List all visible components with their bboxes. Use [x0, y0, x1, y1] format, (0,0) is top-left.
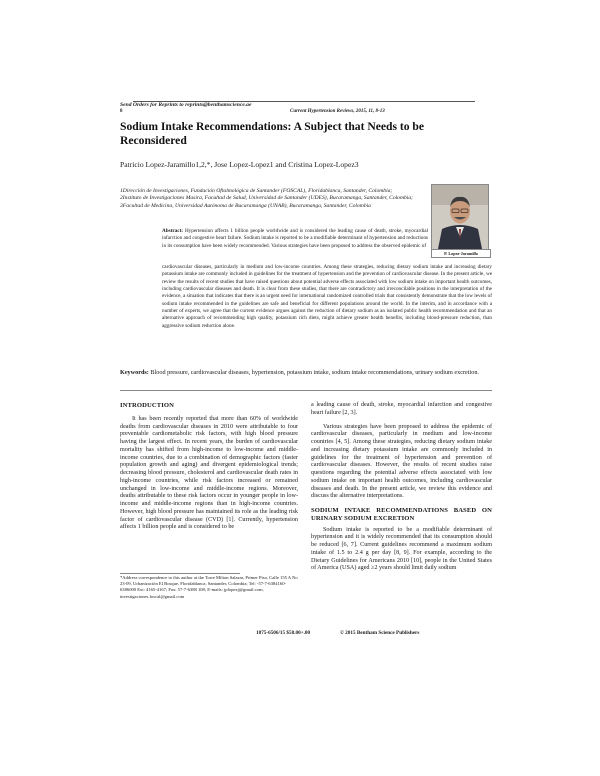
abstract-top [162, 228, 428, 250]
copyright-line: © 2015 Bentham Science Publishers [340, 630, 420, 636]
reprints-notice: Send Orders for Reprints to reprints@benthamscience.ae [120, 102, 252, 108]
page-number: 8 [120, 109, 123, 114]
abstract-text-part1: Hypertension affects 1 billion people worldwide and is considered the leading cause of death, stroke, myocardial infarction and congestive heart failure. Sodium intake is reported to be a modifiable determinant of hypertension and reductions in its consumption have been widely recommended. Various strategies have been proposed to address the observed epidemic of [162, 228, 428, 249]
author-list: Patricio Lopez-Jaramillo1,2,*, Jose Lopez-Lopez1 and Cristina Lopez-Lopez3 [120, 160, 359, 169]
intro-paragraph-2: Various strategies have been proposed to address the epidemic of cardiovascular diseases, particularly in medium and low-income countries [4, 5]. Among these strategies, reducing dietary sodium intake and increasing dietary potassium intake are commonly included in guidelines for the treatment of hypertension and prevention of cardiovascular diseases. However, the results of recent studies raise questions regarding the potential adverse effects associated with low sodium intake on important health outcomes, including cardiovascular diseases and death. In the present article, we review this evidence and discuss the alternative interpretations. [311, 423, 492, 500]
article-title: Sodium Intake Recommendations: A Subject that Needs to be Reconsidered [120, 120, 425, 147]
footnote-rule [120, 573, 240, 574]
affiliations: 1Dirección de Investigaciones, Fundación Oftalmológica de Santander (FOSCAL), Floridablanca, Santander, Colombia; 2Instituto de Investigaciones Masira, Facultad de Salud, Universidad de Santander (UDES), Bucaramanga, Santander, Colombia; 3Facultad de Medicina, Universidad Autónoma de Bucaramanga (UNAB), Bucaramanga, Santander, Colombia [120, 188, 414, 209]
section-divider [120, 390, 492, 391]
section2-paragraph-1: Sodium intake is reported to be a modifiable determinant of hypertension and it is widely recommended that its consumption should be reduced [6, 7]. Current guidelines recommend a maximum sodium intake of 1.5 to 2.4 g per day [8, 9]. For example, according to the Dietary Guidelines for Americans 2010 [10], people in the United States of America (USA) aged ≥2 years should limit daily sodium [311, 526, 492, 572]
intro-paragraph-1: It has been recently reported that more than 60% of worldwide deaths from cardiovascular diseases in 2010 were attributable to four preventable cardiometabolic risk factors, with high blood pressure having the largest effect. In recent years, the burden of cardiovascular mortality has shifted from high-income to low-income and middle-income countries, due to a combination of demographic factors (faster population growth and aging) and divergent epidemiological trends; decreasing blood pressure, cholesterol and cardiovascular death rates in high-income countries, while risk factors increased or remained unchanged in low-income and middle-income regions. Moreover, deaths attributable to these risk factors occur in younger people in low-income and middle-income regions than in high-income countries. However, high blood pressure has maintained its role as the leading risk factor of cardiovascular disease (CVD) [1]. Currently, hypertension affects 1 billion people and is considered to be [120, 415, 298, 531]
left-column [120, 402, 298, 532]
intro-paragraph-1-continued: a leading cause of death, stroke, myocardial infarction and congestive heart failure [2, 3]. [311, 402, 492, 416]
abstract-label: Abstract: [162, 228, 184, 234]
journal-citation: Current Hypertension Reviews, 2015, 11, 8-13 [290, 109, 385, 114]
photo-caption: P. Lopez-Jaramillo [431, 249, 491, 258]
section2-heading: SODIUM INTAKE RECOMMENDATIONS BASED ON URINARY SODIUM EXCRETION [311, 507, 492, 522]
keywords [120, 369, 492, 377]
keywords-text: Blood pressure, cardiovascular diseases, hypertension, potassium intake, sodium intake recommendations, urinary sodium excretion. [150, 369, 479, 376]
issn-line: 1875-6506/15 $58.00+.00 [256, 630, 311, 636]
right-column [311, 402, 492, 573]
intro-heading: INTRODUCTION [120, 402, 174, 409]
journal-header [120, 109, 490, 114]
author-photo [431, 184, 489, 250]
abstract-bottom: cardiovascular diseases, particularly in medium and low-income countries. Among these strategies, reducing dietary sodium intake and increasing dietary potassium intake are commonly included in guidelines for the treatment of hypertension and the prevention of cardiovascular disease. In the present article, we review the results of recent studies that have raised questions about potential adverse effects associated with low sodium intake on important health outcomes, including cardiovascular diseases and death. It is clear from these studies, that there are contradictory and irreconcilable positions in the interpretation of the evidence, a situation that indicates that there is an urgent need for international randomized controlled trials that consistently demonstrate that the low levels of sodium intake recommended in the guidelines are safe and beneficial for different populations around the world. In the interim, and in accordance with a number of experts, we agree that the current evidence argues against the reduction of dietary sodium as an isolated public health recommendation and that an alternative approach of recommending high quality, potassium rich diets, might achieve greater health benefits, including blood-pressure reduction, than aggressive sodium reduction alone. [162, 264, 492, 329]
keywords-label: Keywords: [120, 369, 149, 376]
portrait-image [432, 185, 488, 249]
correspondence-footnote: *Address correspondence to this author at the Torre Milton Salazar, Primer Piso, Calle 155 A No 23-09, Urbanización El Bosque, Floridablanca, Santander, Colombia; Tel: -57-7-6384160-6386000 Ext: 4165-4167; Fax: 57-7-6388 108; E-mails: jplopezj@gmail.com, investigaciones.foscal@gmail.com [120, 575, 298, 599]
